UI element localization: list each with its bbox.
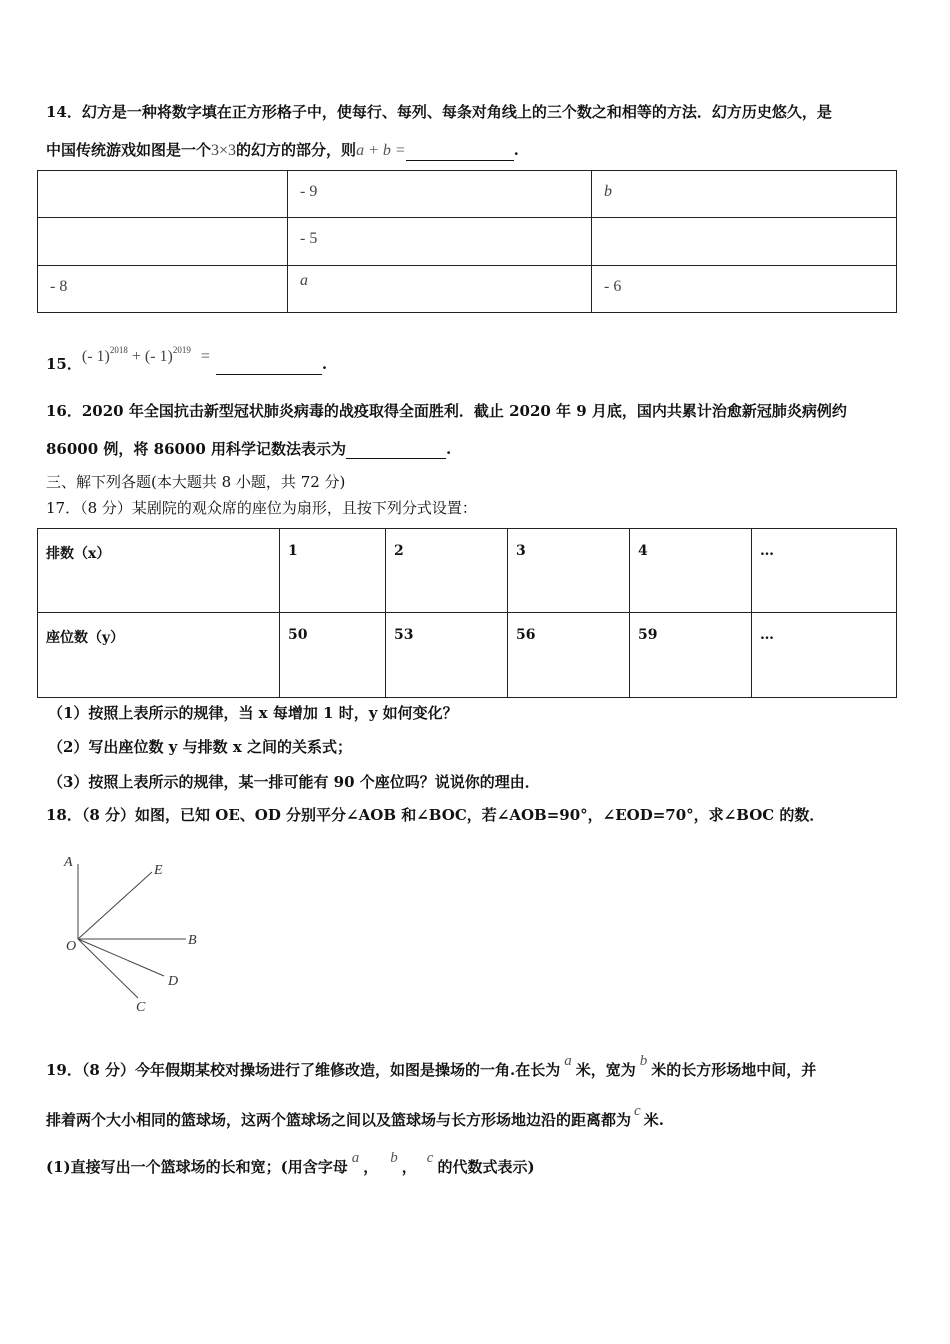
q19-sub-var-a: a	[351, 1150, 360, 1166]
angle-figure	[58, 848, 218, 1018]
q15-base2: (- 1)	[144, 348, 173, 365]
seat-table-cell: 4	[630, 529, 752, 613]
magic-cell: - 9	[288, 171, 592, 218]
seat-table-cell: 56	[508, 613, 630, 698]
q14-line2-mid: 的幻方的部分，则	[236, 141, 357, 159]
seat-table-cell: 59	[630, 613, 752, 698]
label-c: C	[136, 1000, 146, 1015]
seat-table-cell: 座位数（y）	[38, 613, 280, 698]
q19-var-a: a	[564, 1053, 572, 1069]
q19-sub1b: 的代数式表示)	[437, 1158, 535, 1176]
seat-table	[37, 528, 897, 698]
q14-answer-blank[interactable]	[406, 144, 514, 161]
q17-sub2: （2）写出座位数 y 与排数 x 之间的关系式；	[48, 738, 352, 756]
magic-cell	[38, 218, 288, 266]
seat-table-cell: 3	[508, 529, 630, 613]
q19-sep2: ，	[401, 1158, 417, 1176]
seat-table-cell: 排数（x）	[38, 529, 280, 613]
magic-cell: - 8	[38, 266, 288, 313]
seat-table-cell: 53	[386, 613, 508, 698]
q17-stem: 17．（8 分）某剧院的观众席的座位为扇形，且按下列分式设置：	[46, 499, 477, 517]
q15-exp1: 2018	[109, 345, 128, 355]
q14-line1: 14．幻方是一种将数字填在正方形格子中，使每行、每列、每条对角线上的三个数之和相等的方法．幻方历史悠久，是	[46, 103, 832, 121]
q17-sub1: （1）按照上表所示的规律，当 x 每增加 1 时，y 如何变化？	[48, 704, 458, 722]
q19-sub1	[46, 1150, 535, 1178]
label-a: A	[64, 855, 73, 870]
q19-var-c: c	[634, 1103, 641, 1119]
label-e: E	[154, 863, 163, 878]
q16-end: .	[446, 440, 452, 458]
seat-table-cell: …	[752, 529, 897, 613]
q15-answer-blank[interactable]	[216, 358, 322, 375]
ray-oc	[78, 939, 138, 998]
magic-cell	[592, 218, 897, 266]
magic-cell: - 5	[288, 218, 592, 266]
q14-size: 3×3	[211, 142, 237, 159]
q16-line2	[46, 439, 451, 459]
magic-cell	[38, 171, 288, 218]
q19-l2a: 排着两个大小相同的篮球场，这两个篮球场之间以及篮球场与长方形场地边沿的距离都为	[46, 1111, 632, 1129]
q15-line	[46, 346, 327, 376]
q15-exp2: 2019	[172, 345, 191, 355]
ray-od	[78, 939, 164, 976]
q19-l1c: 米的长方形场地中间，并	[651, 1061, 817, 1079]
q19-l2b: 米.	[643, 1111, 664, 1129]
q19-l1b: 米，宽为	[575, 1061, 636, 1079]
magic-cell: - 6	[592, 266, 897, 313]
magic-square-table	[37, 170, 897, 313]
q19-var-b: b	[639, 1053, 648, 1069]
q19-l1a: 19．（8 分）今年假期某校对操场进行了维修改造，如图是操场的一角.在长为	[46, 1061, 561, 1079]
q16-line2-pre: 86000 例，将 86000 用科学记数法表示为	[46, 440, 347, 458]
q16-line1: 16．2020 年全国抗击新型冠状肺炎病毒的战疫取得全面胜利．截止 2020 年 9 月底，国内共累计治愈新冠肺炎病例约	[46, 402, 847, 420]
q19-sub1a: (1)直接写出一个篮球场的长和宽；(用含字母	[46, 1158, 348, 1176]
section-three-heading: 三、解下列各题(本大题共 8 小题，共 72 分)	[46, 473, 346, 491]
q14-expr: a + b =	[356, 142, 406, 159]
magic-cell: b	[592, 171, 897, 218]
q15-plus: +	[131, 348, 141, 365]
q18-stem: 18．（8 分）如图，已知 OE、OD 分别平分∠AOB 和∠BOC，若∠AOB=90°，∠EOD=70°，求∠BOC 的数．	[46, 806, 825, 824]
q17-sub3: （3）按照上表所示的规律，某一排可能有 90 个座位吗？说说你的理由．	[48, 773, 540, 791]
label-b: B	[188, 933, 197, 948]
q19-sub-var-c: c	[426, 1150, 434, 1166]
q19-line1	[46, 1053, 817, 1081]
q15-number: 15．	[46, 355, 82, 373]
q14-line2	[46, 140, 519, 161]
q16-answer-blank[interactable]	[346, 442, 446, 459]
seat-table-cell: 1	[280, 529, 386, 613]
q15-end: .	[321, 355, 328, 373]
q19-line2	[46, 1103, 664, 1131]
q15-eq: =	[200, 348, 210, 365]
label-d: D	[168, 974, 179, 989]
q14-line2-pre: 中国传统游戏如图是一个	[46, 141, 212, 159]
q19-sep1: ，	[363, 1158, 379, 1176]
seat-table-cell: …	[752, 613, 897, 698]
magic-cell: a	[288, 266, 592, 313]
seat-table-cell: 50	[280, 613, 386, 698]
q19-sub-var-b: b	[390, 1150, 398, 1166]
q15-base1: (- 1)	[81, 348, 110, 365]
label-o: O	[66, 939, 77, 954]
ray-oe	[78, 872, 152, 939]
q14-end: .	[513, 141, 519, 159]
seat-table-cell: 2	[386, 529, 508, 613]
